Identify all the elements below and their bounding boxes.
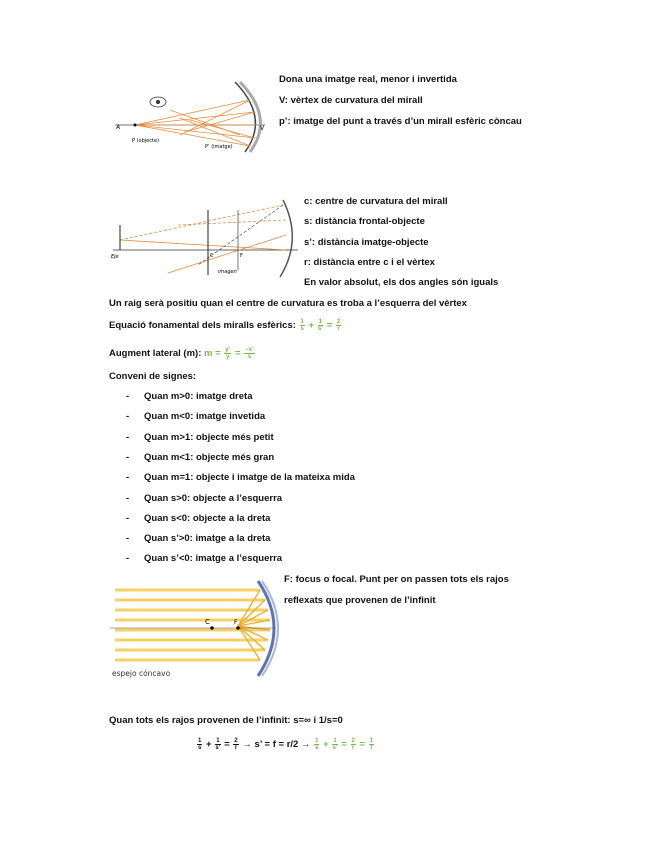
fig2-label-eje: Eje — [111, 254, 119, 260]
equation-formula: $\frac{1}{s}$ + $\frac{1}{s’}$ = $\frac{2}{r}$ — [300, 319, 341, 332]
sign-item: Quan m<1: objecte més gran — [144, 452, 275, 463]
list-bullet: - — [126, 391, 130, 402]
sign-item: Quan s’<0: imatge a l’esquerra — [144, 553, 283, 564]
list-bullet: - — [126, 553, 130, 564]
list-bullet: - — [126, 513, 130, 524]
list-bullet: - — [126, 472, 130, 483]
signs-title: Conveni de signes: — [109, 371, 197, 382]
fig2-label-c: C — [210, 253, 214, 259]
mirror-rays-figure-1 — [110, 80, 275, 155]
magnification-label: Augment lateral (m): — [109, 348, 202, 360]
fig1-label-v: V — [260, 125, 265, 132]
list-bullet: - — [126, 452, 130, 463]
list-bullet: - — [126, 432, 130, 443]
infinity-equation: $\frac{1}{s}$ + $\frac{1}{s’}$ = $\frac{2}{r}$ → s’ = f = r/2 → $\frac{1}{s}$ + $\frac{1}{s’}$ = $\frac{2}{r}$ = $\frac{1}{f}$ — [198, 738, 374, 751]
section2-line-1: c: centre de curvatura del mirall — [304, 196, 448, 207]
fig2-label-f: F — [240, 253, 243, 259]
fig1-label-p-imatge: P’ (imatge) — [205, 144, 233, 150]
fig1-label-a: A — [116, 124, 121, 131]
sign-item: Quan m=1: objecte i imatge de la mateixa mida — [144, 472, 355, 483]
fig3-label-f: F — [234, 619, 238, 626]
equation-label: Equació fonamental dels miralls esfèrics: — [109, 320, 296, 332]
list-bullet: - — [126, 533, 130, 544]
section1-line-2: V: vèrtex de curvatura del mirall — [279, 95, 423, 106]
sign-item: Quan s<0: objecte a la dreta — [144, 513, 271, 524]
fig2-label-imatge: imagen — [218, 269, 237, 275]
section2-line-4: r: distància entre c i el vèrtex — [304, 257, 435, 268]
list-bullet: - — [126, 493, 130, 504]
sign-item: Quan m>0: imatge dreta — [144, 391, 253, 402]
mirror-geometry-figure-2 — [108, 195, 303, 280]
sign-item: Quan m<0: imatge invetida — [144, 411, 266, 422]
sign-item: Quan m>1: objecte més petit — [144, 432, 274, 443]
sign-item: Quan s’>0: imatge a la dreta — [144, 533, 271, 544]
focus-definition-line-2: reflexats que provenen de l’infinit — [284, 595, 436, 606]
figure-caption: espejo cóncavo — [112, 669, 171, 678]
magnification-formula: m = $\frac{y’}{y}$ = $\frac{-s’}{s}$ — [204, 347, 254, 360]
radius-sign-rule: Un raig serà positiu quan el centre de curvatura es troba a l’esquerra del vèrtex — [109, 298, 467, 309]
concave-mirror-focus-figure — [110, 578, 280, 680]
fig3-label-c: C — [205, 618, 210, 626]
fig1-label-p-objecte: P (objecte) — [132, 138, 159, 144]
focus-definition-line-1: F: focus o focal. Punt per on passen tots els rajos — [284, 574, 509, 585]
section2-line-2: s: distància frontal-objecte — [304, 216, 425, 227]
section2-line-3: s’: distància imatge-objecte — [304, 237, 429, 248]
list-bullet: - — [126, 411, 130, 422]
section2-line-5: En valor absolut, els dos angles són iguals — [304, 277, 499, 288]
section1-line-3: p’: imatge del punt a través d’un mirall esfèric còncau — [279, 116, 522, 127]
lateral-magnification — [109, 347, 256, 360]
fundamental-equation — [109, 319, 342, 332]
infinity-label: Quan tots els rajos provenen de l’infinit: s=∞ i 1/s=0 — [109, 715, 343, 726]
sign-item: Quan s>0: objecte a l’esquerra — [144, 493, 283, 504]
section1-line-1: Dona una imatge real, menor i invertida — [279, 74, 457, 85]
